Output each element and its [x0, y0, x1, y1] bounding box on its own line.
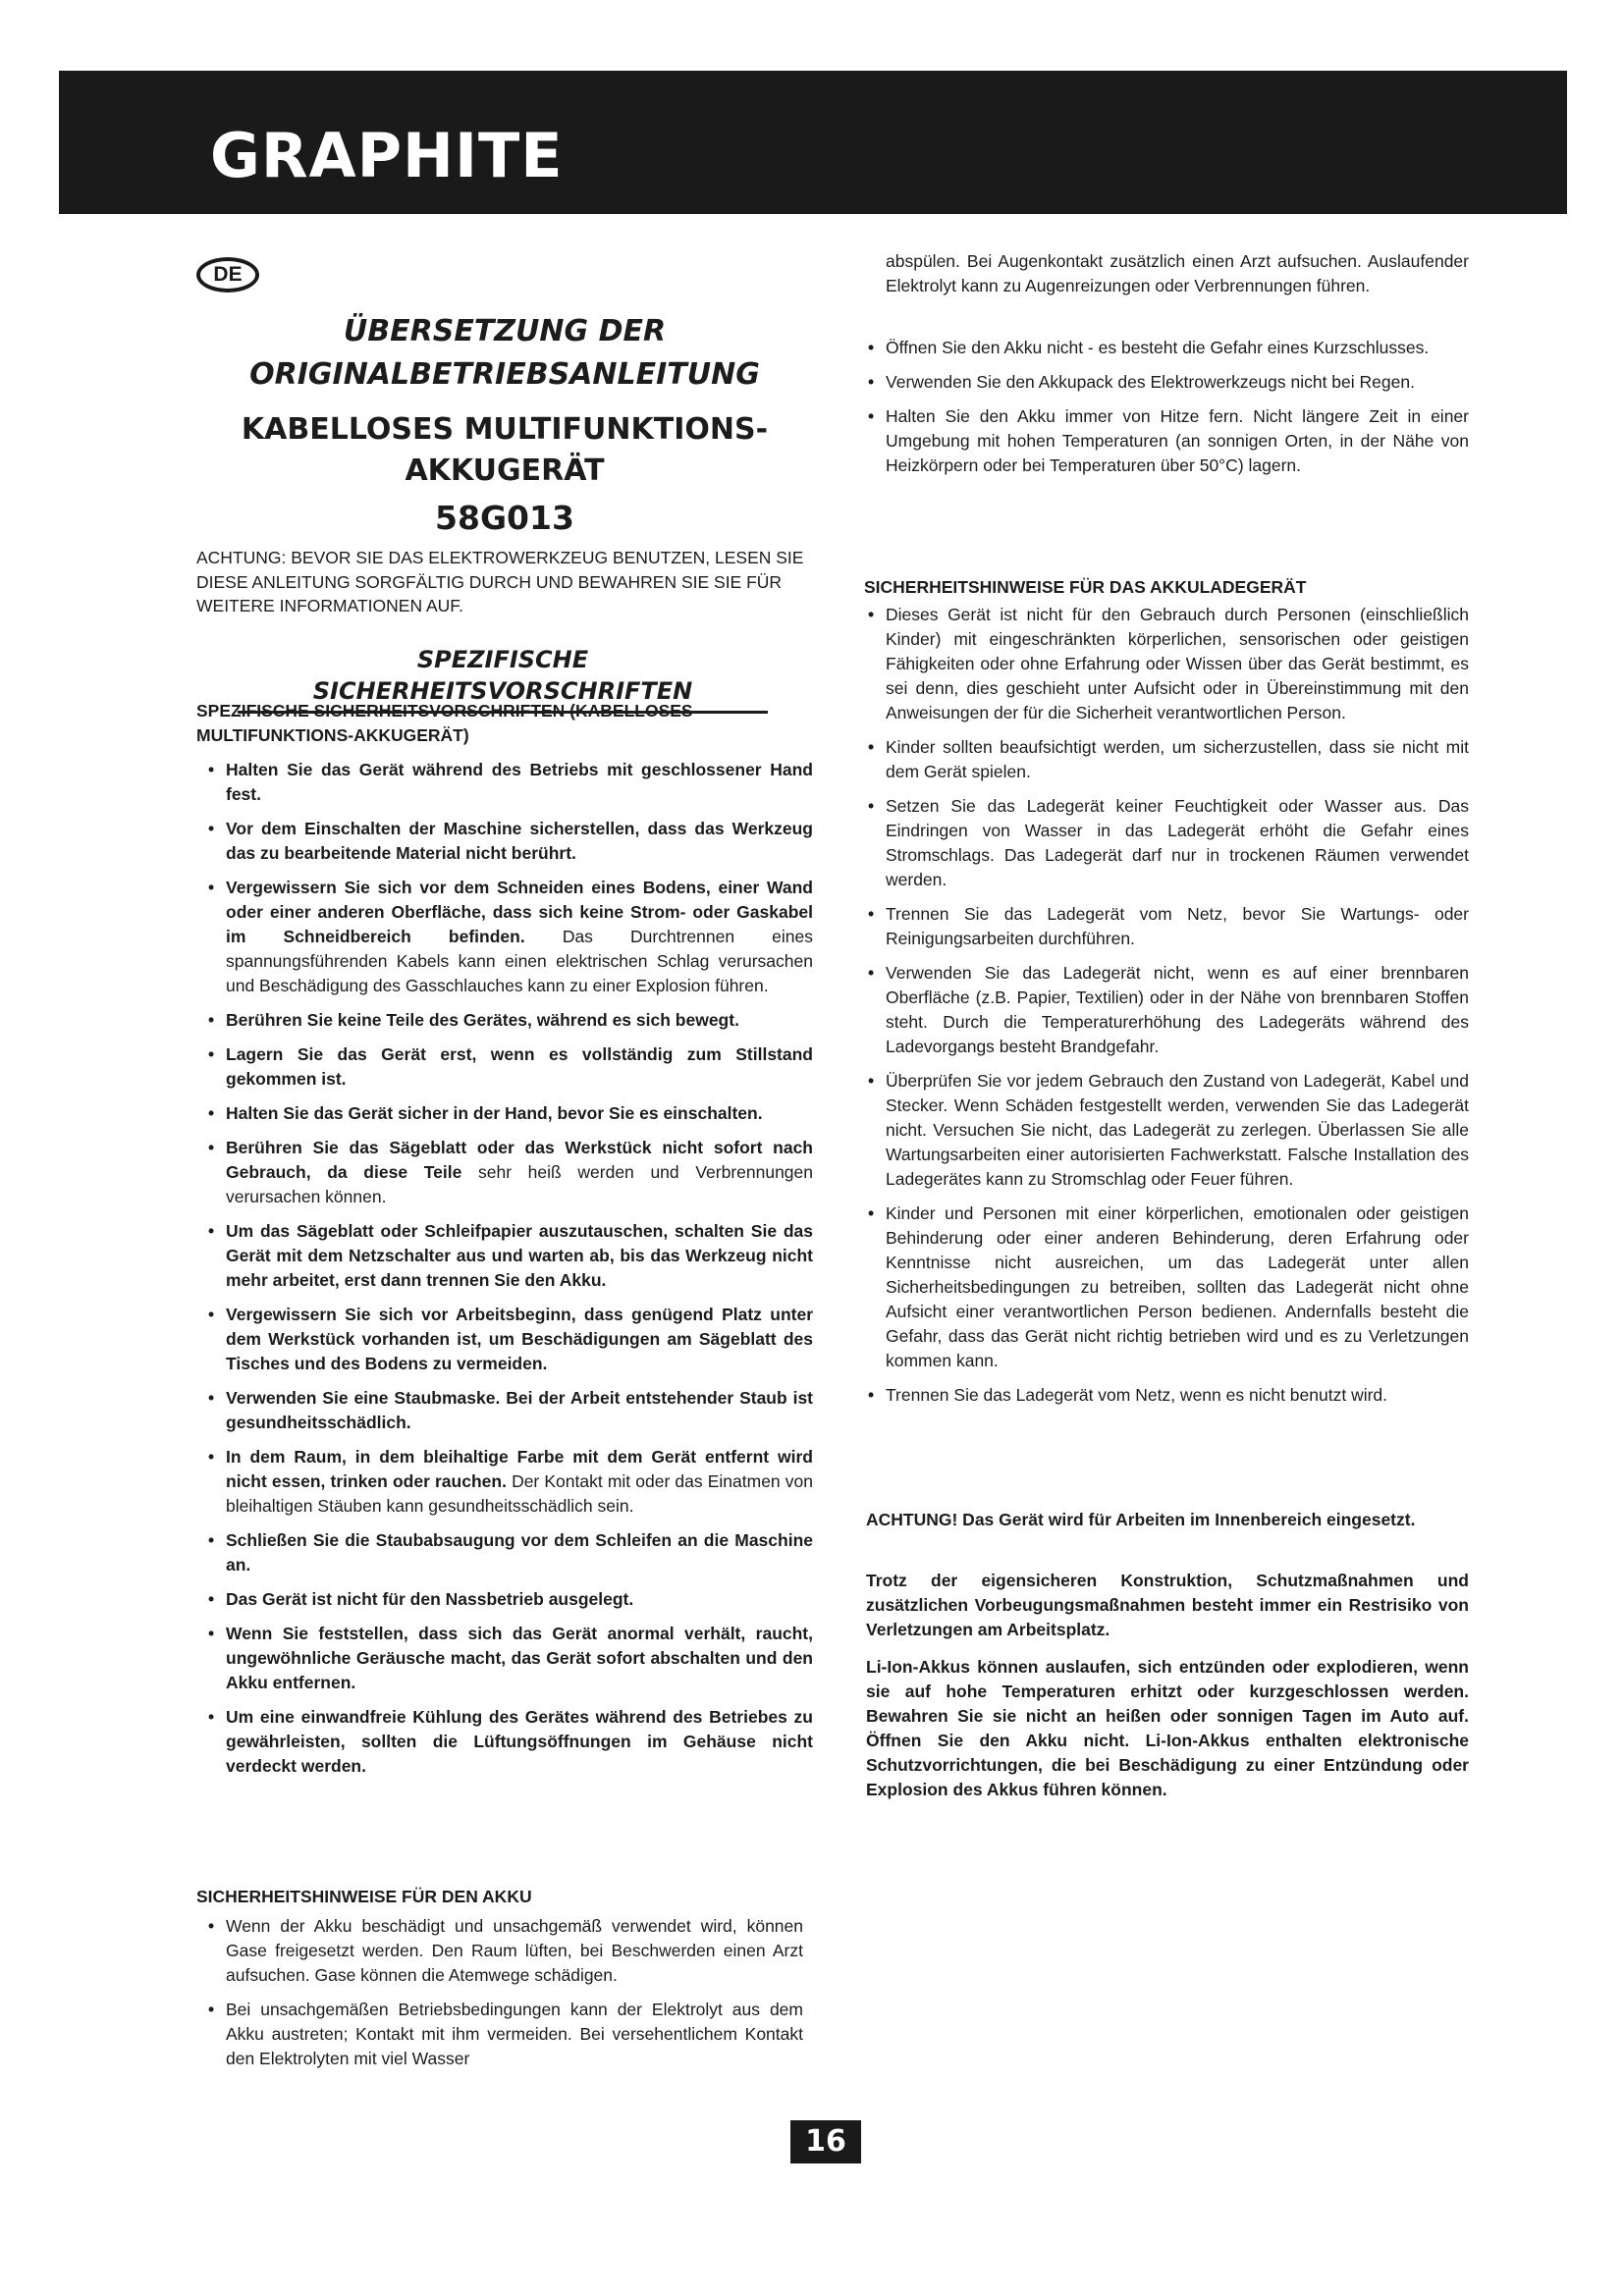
list-item-text: Das Durchtrennen eines spannungsführenden Kabels kann einen elektrischen Schlag verursachen und Beschädigung des Gasschlauches kann zu einer Explosion führen.	[226, 927, 813, 995]
list-item-bold-text: Berühren Sie das Sägeblatt oder das Werkstück nicht sofort nach Gebrauch, da diese Teile	[226, 1138, 813, 1182]
list-item-bold-text: Schließen Sie die Staubabsaugung vor dem Schleifen an die Maschine an.	[226, 1530, 813, 1575]
list-item: • Verwenden Sie das Ladegerät nicht, wenn es auf einer brennbaren Oberfläche (z.B. Papier, Textilien) oder in der Nähe von brennbaren Stoffen steht. Durch die Temperaturerhöhung des Ladegeräts während des Ladevorgangs besteht Brandgefahr.	[864, 961, 1469, 1059]
language-badge: DE	[196, 257, 259, 293]
list-item	[204, 1136, 813, 1209]
list-item	[204, 1914, 803, 1988]
list-item-text: sehr heiß werden und Verbrennungen verursachen können.	[226, 1162, 814, 1206]
warning-indoor-use: ACHTUNG! Das Gerät wird für Arbeiten im Innenbereich eingesetzt.	[866, 1510, 1416, 1529]
list-item	[204, 1219, 813, 1293]
attention-notice: ACHTUNG: BEVOR SIE DAS ELEKTROWERKZEUG BENUTZEN, LESEN SIE DIESE ANLEITUNG SORGFÄLTIG DURCH UND BEWAHREN SIE SIE FÜR WEITERE INFORMATIONEN AUF.	[196, 548, 804, 615]
section-title: SPEZIFISCHE SICHERHEITSVORSCHRIFTEN	[238, 644, 768, 714]
list-item	[204, 1528, 813, 1577]
list-item-bold-text: Das Gerät ist nicht für den Nassbetrieb ausgelegt.	[226, 1589, 634, 1609]
list-item-bold-text: Vergewissern Sie sich vor dem Schneiden eines Bodens, einer Wand oder einer anderen Oberfläche, dass sich keine Strom- oder Gaskabel im Schneidbereich befinden.	[226, 878, 813, 946]
brand-logo: GRAPHITE	[210, 120, 564, 191]
list-item: • Kinder sollten beaufsichtigt werden, um sicherzustellen, dass sie nicht mit dem Gerät spielen.	[864, 735, 1469, 784]
list-item-bold-text: Halten Sie das Gerät während des Betriebs mit geschlossener Hand fest.	[226, 760, 813, 804]
list-item-bold-text: Um das Sägeblatt oder Schleifpapier auszutauschen, schalten Sie das Gerät mit dem Netzschalter aus und warten ab, bis das Werkzeug nicht mehr arbeitet, erst dann trennen Sie den Akku.	[226, 1221, 813, 1290]
list-item	[204, 1445, 813, 1519]
list-item	[204, 1101, 813, 1126]
right-battery-list	[864, 336, 1469, 488]
title-line-1: ÜBERSETZUNG DER	[343, 314, 667, 348]
list-item-bold-text: Verwenden Sie eine Staubmaske. Bei der Arbeit entstehender Staub ist gesundheitsschädlich.	[226, 1388, 813, 1432]
list-item: • Halten Sie den Akku immer von Hitze fern. Nicht längere Zeit in einer Umgebung mit hohen Temperaturen (an sonnigen Orten, in der Nähe von Heizkörpern oder bei Temperaturen über 50°C) lagern.	[864, 404, 1469, 478]
list-item-text: Der Kontakt mit oder das Einatmen von bleihaltigen Stäuben kann gesundheitsschädlich sein.	[226, 1471, 813, 1516]
list-item	[204, 1705, 813, 1779]
title-line-2: ORIGINALBETRIEBSANLEITUNG	[249, 357, 760, 392]
list-item: • Setzen Sie das Ladegerät keiner Feuchtigkeit oder Wasser aus. Das Eindringen von Wasser in das Ladegerät erhöht die Gefahr eines Stromschlags. Das Ladegerät darf nur in trockenen Räumen verwendet werden.	[864, 794, 1469, 892]
list-item	[204, 1622, 813, 1695]
list-item	[204, 876, 813, 998]
list-item: • Kinder und Personen mit einer körperlichen, emotionalen oder geistigen Behinderung oder einer anderen Behinderung, deren Erfahrung oder Kenntnisse nicht ausreichen, um das Ladegerät unter allen Sicherheitsbedingungen zu betreiben, sollten das Ladegerät nicht ohne Aufsicht einer verantwortlichen Person bedienen. Andernfalls besteht die Gefahr, dass das Gerät nicht richtig betrieben wird und es zu Verletzungen kommen kann.	[864, 1201, 1469, 1373]
list-item	[204, 817, 813, 866]
list-item-bold-text: Um eine einwandfreie Kühlung des Gerätes während des Betriebes zu gewährleisten, sollten die Lüftungsöffnungen im Gehäuse nicht verdeckt werden.	[226, 1707, 813, 1776]
list-item-bold-text: Berühren Sie keine Teile des Gerätes, während es sich bewegt.	[226, 1010, 739, 1030]
list-item: • Verwenden Sie den Akkupack des Elektrowerkzeugs nicht bei Regen.	[864, 370, 1469, 395]
left-safety-list	[204, 758, 813, 1789]
list-item: • Öffnen Sie den Akku nicht - es besteht die Gefahr eines Kurzschlusses.	[864, 336, 1469, 360]
list-item-bold-text: Halten Sie das Gerät sicher in der Hand, bevor Sie es einschalten.	[226, 1103, 763, 1123]
list-item: • Überprüfen Sie vor jedem Gebrauch den Zustand von Ladegerät, Kabel und Stecker. Wenn Schäden festgestellt werden, verwenden Sie das Ladegerät nicht. Versuchen Sie nicht, das Ladegerät zu zerlegen. Überlassen Sie alle Wartungsarbeiten einer autorisierten Fachwerkstatt. Falsche Installation des Ladegerätes kann zu Stromschlag oder Feuer führen.	[864, 1069, 1469, 1192]
list-item	[204, 1303, 813, 1376]
list-item	[204, 1042, 813, 1092]
list-item	[204, 1587, 813, 1612]
model-code: 58G013	[435, 499, 574, 537]
right-charger-list	[864, 603, 1469, 1417]
list-item	[204, 1386, 813, 1435]
left-subhead-2: SICHERHEITSHINWEISE FÜR DEN AKKU	[196, 1887, 532, 1906]
list-item	[204, 758, 813, 807]
right-continuation-text: abspülen. Bei Augenkontakt zusätzlich einen Arzt aufsuchen. Auslaufender Elektrolyt kann zu Augenreizungen oder Verbrennungen führen.	[886, 251, 1469, 295]
list-item-bold-text: In dem Raum, in dem bleihaltige Farbe mit dem Gerät entfernt wird nicht essen, trinken oder rauchen.	[226, 1447, 813, 1491]
product-name-line-2: AKKUGERÄT	[405, 454, 605, 488]
list-item	[204, 1998, 803, 2071]
list-item-bold-text: Vor dem Einschalten der Maschine sicherstellen, dass das Werkzeug das zu bearbeitende Material nicht berührt.	[226, 819, 813, 863]
list-item: • Trennen Sie das Ladegerät vom Netz, bevor Sie Wartungs- oder Reinigungsarbeiten durchführen.	[864, 902, 1469, 951]
list-item: • Trennen Sie das Ladegerät vom Netz, wenn es nicht benutzt wird.	[864, 1383, 1469, 1408]
list-item-bold-text: Lagern Sie das Gerät erst, wenn es vollständig zum Stillstand gekommen ist.	[226, 1044, 813, 1089]
list-item	[204, 1008, 813, 1033]
list-item-text: Bei unsachgemäßen Betriebsbedingungen kann der Elektrolyt aus dem Akku austreten; Kontakt mit ihm vermeiden. Bei versehentlichem Kontakt den Elektrolyten mit viel Wasser	[226, 2000, 803, 2068]
list-item-text: Wenn der Akku beschädigt und unsachgemäß verwendet wird, können Gase freigesetzt werden. Den Raum lüften, bei Beschwerden einen Arzt aufsuchen. Gase können die Atemwege schädigen.	[226, 1916, 803, 1985]
left-subhead-1: SPEZIFISCHE SICHERHEITSVORSCHRIFTEN (KABELLOSES MULTIFUNKTIONS-AKKUGERÄT)	[196, 701, 693, 745]
list-item: • Dieses Gerät ist nicht für den Gebrauch durch Personen (einschließlich Kinder) mit eingeschränkten körperlichen, sensorischen oder geistigen Fähigkeiten oder ohne Erfahrung oder Wissen über das Gerät bestimmt, es sei denn, dies geschieht unter Aufsicht oder in Übereinstimmung mit den Anweisungen der für die Sicherheit verantwortlichen Person.	[864, 603, 1469, 725]
list-item-bold-text: Wenn Sie feststellen, dass sich das Gerät anormal verhält, raucht, ungewöhnliche Geräusche macht, das Gerät sofort abschalten und den Akku entfernen.	[226, 1624, 813, 1692]
warning-residual-risk: Trotz der eigensicheren Konstruktion, Schutzmaßnahmen und zusätzlichen Vorbeugungsmaßnahmen besteht immer ein Restrisiko von Verletzungen am Arbeitsplatz.	[866, 1571, 1469, 1639]
list-item-bold-text: Vergewissern Sie sich vor Arbeitsbeginn, dass genügend Platz unter dem Werkstück vorhanden ist, um Beschädigungen am Sägeblatt des Tisches und des Bodens zu vermeiden.	[226, 1305, 813, 1373]
right-subhead: SICHERHEITSHINWEISE FÜR DAS AKKULADEGERÄT	[864, 577, 1307, 597]
warning-li-ion: Li-Ion-Akkus können auslaufen, sich entzünden oder explodieren, wenn sie auf hohe Temperaturen erhitzt oder kurzgeschlossen werden. Bewahren Sie sie nicht an heißen oder sonnigen Tagen im Auto auf. Öffnen Sie den Akku nicht. Li-Ion-Akkus enthalten elektronische Schutzvorrichtungen, die bei Beschädigung zu einer Entzündung oder Explosion des Akkus führen können.	[866, 1657, 1469, 1799]
product-name-line-1: KABELLOSES MULTIFUNKTIONS-	[241, 412, 769, 447]
page-number: 16	[790, 2120, 861, 2163]
left-battery-list	[204, 1914, 803, 2081]
